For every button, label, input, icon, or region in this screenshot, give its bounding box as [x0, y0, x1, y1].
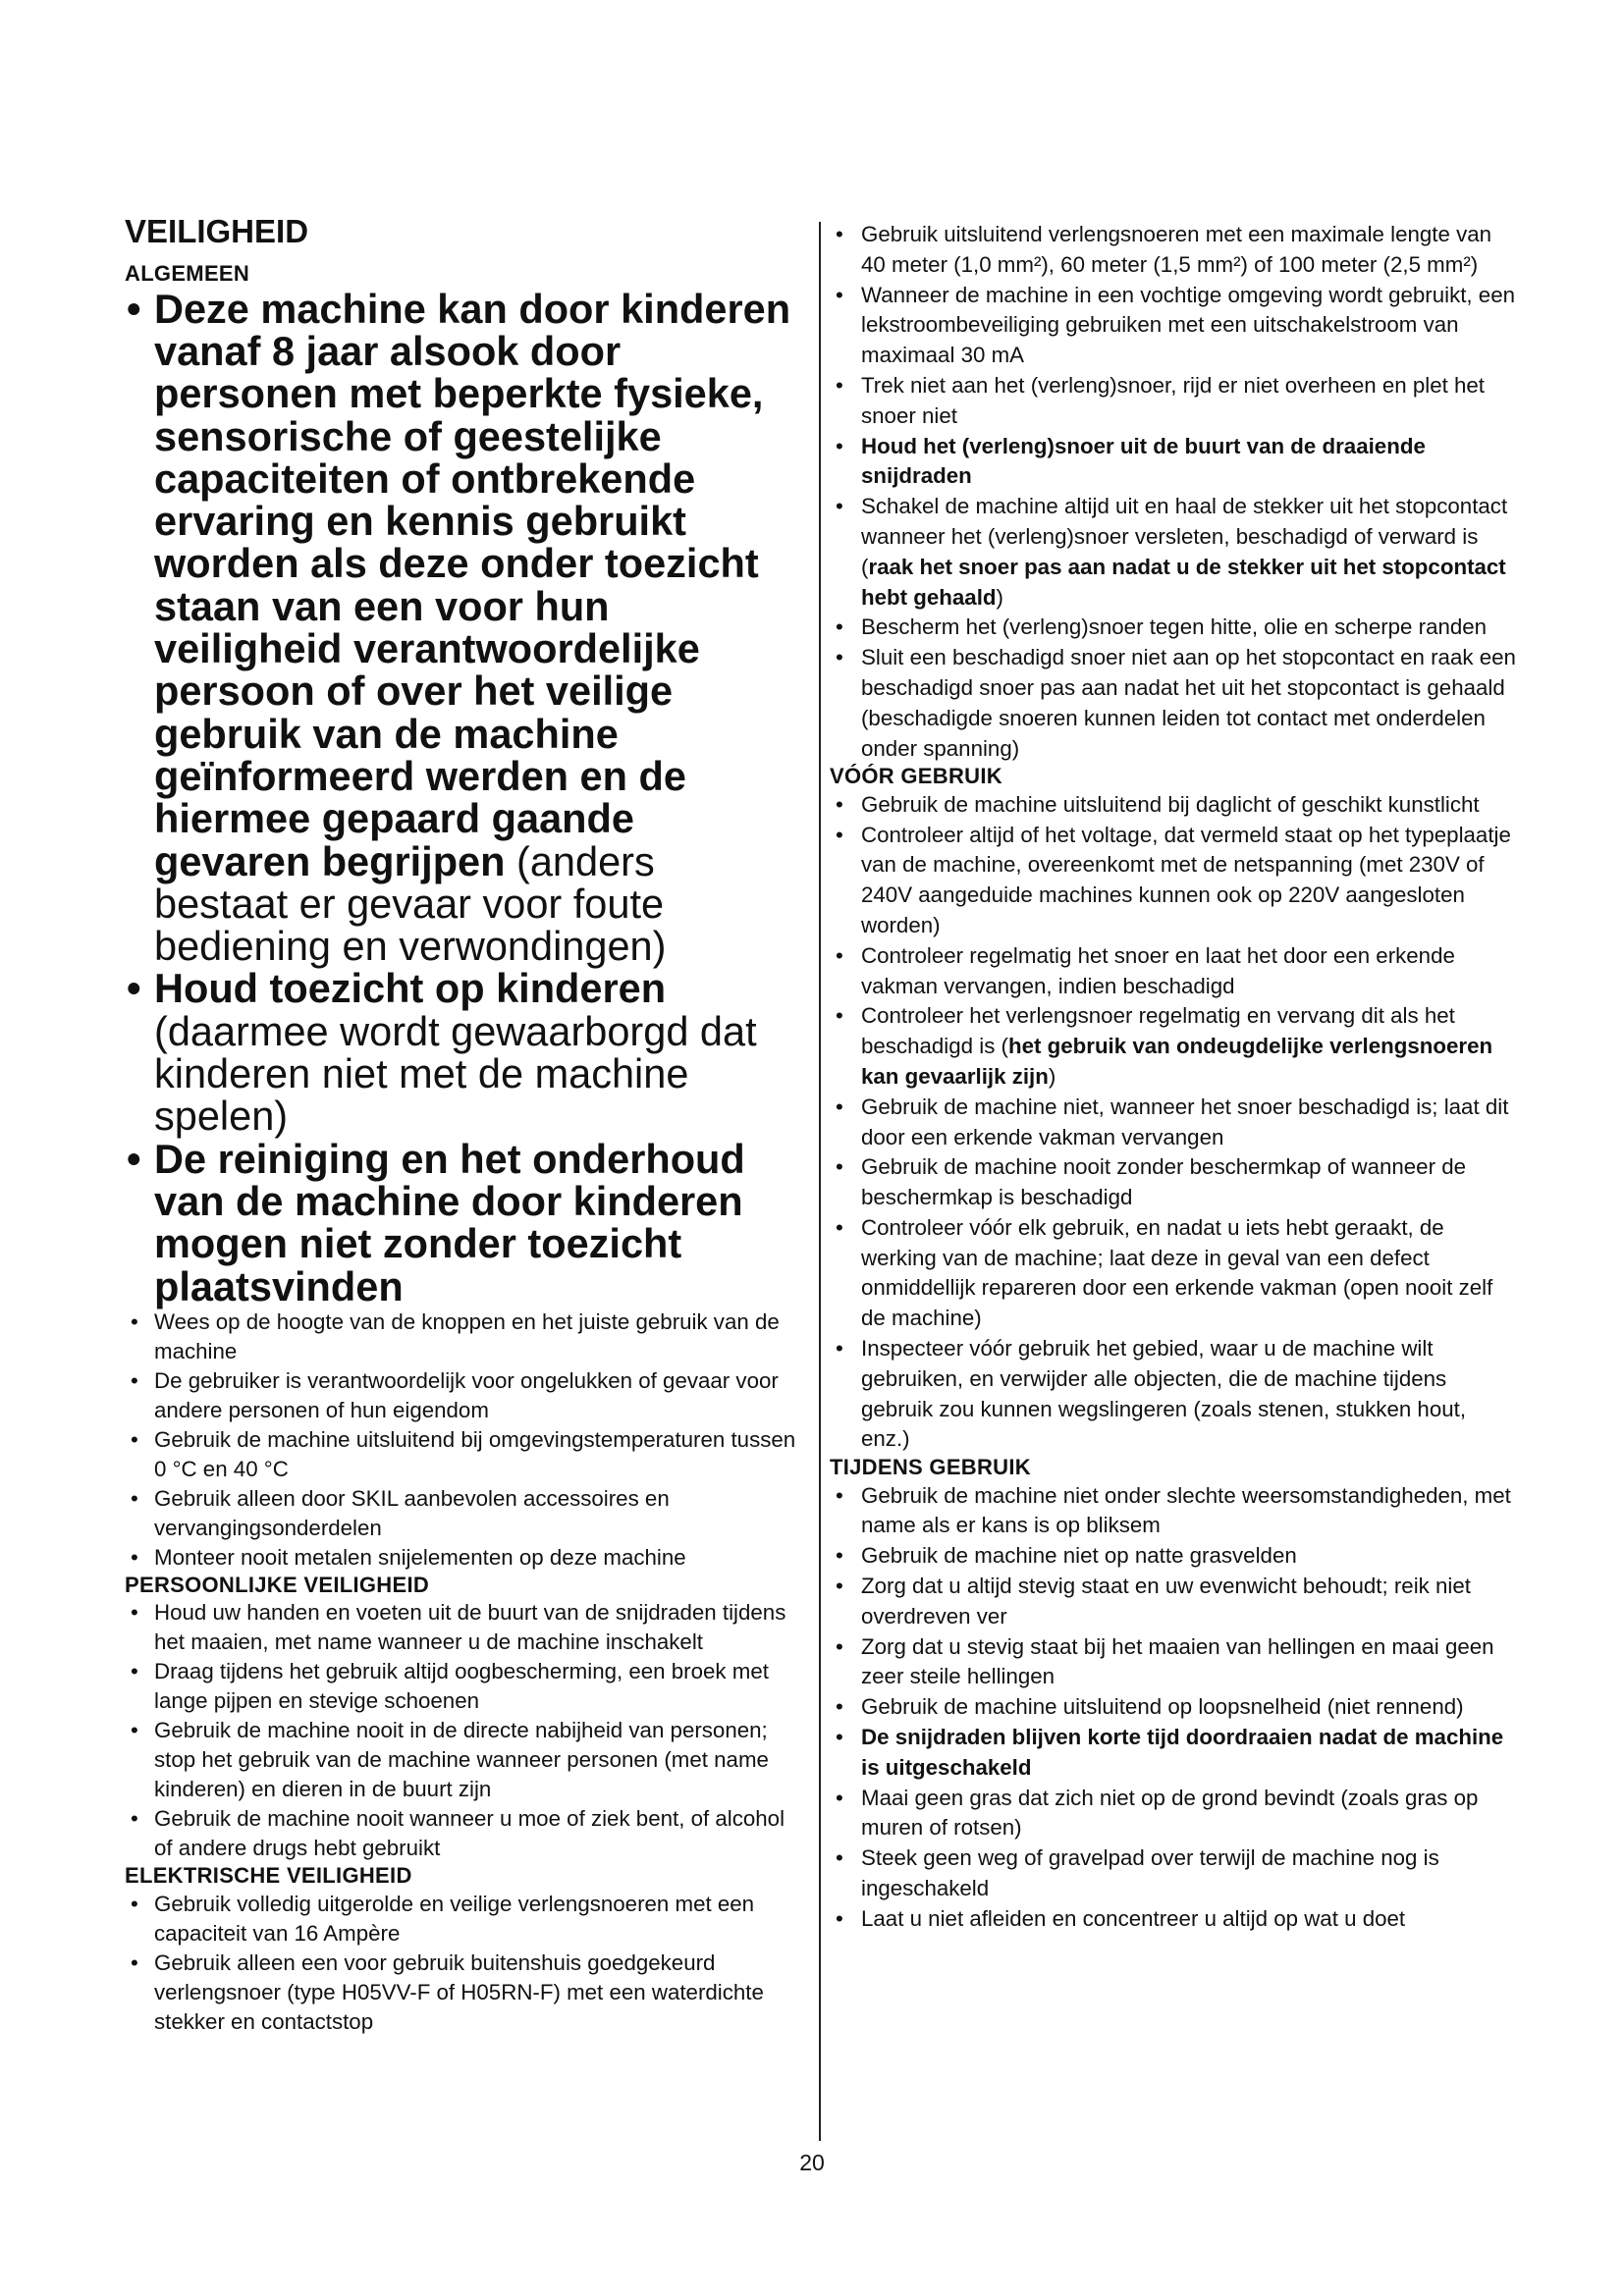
list-item: • Gebruik de machine niet op natte grasvelden	[830, 1541, 1517, 1572]
bold-text: raak het snoer pas aan nadat u de stekker uit het stopcontact hebt gehaald	[861, 554, 1506, 610]
list-item	[830, 1001, 1517, 1092]
list-item: • Inspecteer vóór gebruik het gebied, waar u de machine wilt gebruiken, en verwijder alle objecten, die de machine tijdens gebruik zou kunnen wegslingeren (zoals stenen, stukken hout, enz.)	[830, 1334, 1517, 1455]
page-number: 20	[799, 2150, 825, 2175]
list-item: • Wees op de hoogte van de knoppen en het juiste gebruik van de machine	[125, 1308, 798, 1366]
list-item	[830, 492, 1517, 613]
column-divider	[819, 222, 821, 2141]
list-item	[830, 1723, 1517, 1784]
list-item: • Houd uw handen en voeten uit de buurt van de snijdraden tijdens het maaien, met name wanneer u de machine inschakelt	[125, 1598, 798, 1657]
list-item: • Draag tijdens het gebruik altijd oogbescherming, een broek met lange pijpen en stevige schoenen	[125, 1657, 798, 1716]
list-item: • Gebruik de machine uitsluitend bij daglicht of geschikt kunstlicht	[830, 790, 1517, 821]
list-item: • Gebruik alleen door SKIL aanbevolen accessoires en vervangingsonderdelen	[125, 1484, 798, 1543]
list-item: • Gebruik de machine niet onder slechte weersomstandigheden, met name als er kans is op bliksem	[830, 1481, 1517, 1542]
persoonlijk-list	[125, 1598, 798, 1863]
item-text: Controleer het verlengsnoer regelmatig en vervang dit als het beschadigd is (	[861, 1003, 1455, 1059]
heading-persoonlijke-veiligheid: PERSOONLIJKE VEILIGHEID	[125, 1572, 430, 1597]
list-item: • Maai geen gras dat zich niet op de grond bevindt (zoals gras op muren of rotsen)	[830, 1784, 1517, 1844]
elektrisch-cont-list	[830, 220, 1517, 764]
heading-voor-gebruik: VÓÓR GEBRUIK	[830, 764, 1002, 789]
list-item: • Gebruik alleen een voor gebruik buitenshuis goedgekeurd verlengsnoer (type H05VV-F of H05RN-F) met een waterdichte stekker en contactstop	[125, 1949, 798, 2037]
page-title: VEILIGHEID	[125, 213, 309, 249]
list-item: • De gebruiker is verantwoordelijk voor ongelukken of gevaar voor andere personen of hun eigendom	[125, 1366, 798, 1425]
list-item: • Zorg dat u stevig staat bij het maaien van hellingen en maai geen zeer steile hellingen	[830, 1632, 1517, 1693]
list-item: • Trek niet aan het (verleng)snoer, rijd er niet overheen en plet het snoer niet	[830, 371, 1517, 432]
list-item: • Gebruik de machine nooit wanneer u moe of ziek bent, of alcohol of andere drugs hebt gebruikt	[125, 1804, 798, 1863]
bold-text: Houd het (verleng)snoer uit de buurt van de draaiende snijdraden	[861, 433, 1426, 489]
list-item: • Gebruik de machine uitsluitend op loopsnelheid (niet rennend)	[830, 1692, 1517, 1723]
list-item: • Gebruik volledig uitgerolde en veilige verlengsnoeren met een capaciteit van 16 Ampère	[125, 1890, 798, 1949]
list-item: • Gebruik de machine uitsluitend bij omgevingstemperaturen tussen 0 °C en 40 °C	[125, 1425, 798, 1484]
elektrisch-list	[125, 1890, 798, 2037]
algemeen-list	[125, 1308, 798, 1573]
item-text: Schakel de machine altijd uit en haal de stekker uit het stopcontact wanneer het (verleng)snoer versleten, beschadigd of verward is (	[861, 494, 1508, 579]
big-warning-normal: (daarmee wordt gewaarborgd dat kinderen niet met de machine spelen)	[154, 1007, 757, 1140]
heading-elektrische-veiligheid: ELEKTRISCHE VEILIGHEID	[125, 1863, 412, 1889]
bold-text: het gebruik van ondeugdelijke verlengsnoeren kan gevaarlijk zijn	[861, 1034, 1493, 1089]
list-item: • Zorg dat u altijd stevig staat en uw evenwicht behoudt; reik niet overdreven ver	[830, 1572, 1517, 1632]
big-warning-item	[125, 1135, 798, 1309]
list-item: • Controleer altijd of het voltage, dat vermeld staat op het typeplaatje van de machine, overeenkomt met de netspanning (met 230V of 240V aangeduide machines kunnen ook op 220V aangesloten worden)	[830, 821, 1517, 941]
list-item: • Steek geen weg of gravelpad over terwijl de machine nog is ingeschakeld	[830, 1843, 1517, 1904]
list-item: • Sluit een beschadigd snoer niet aan op het stopcontact en raak een beschadigd snoer pas aan nadat het uit het stopcontact is gehaald (beschadigde snoeren kunnen leiden tot contact met onderdelen onder spanning)	[830, 643, 1517, 764]
big-warning-list	[125, 285, 798, 1309]
right-column	[830, 220, 1517, 1935]
big-warning-bold: Houd toezicht op kinderen	[154, 965, 667, 1012]
list-item: • Controleer regelmatig het snoer en laat het door een erkende vakman vervangen, indien beschadigd	[830, 941, 1517, 1002]
big-warning-bold: Deze machine kan door kinderen vanaf 8 jaar alsook door personen met beperkte fysieke, sensorische of geestelijke capaciteiten of ontbrekende ervaring en kennis gebruikt worden als deze onder toezicht staan van een voor hun veiligheid verantwoordelijke persoon of over het veilige gebruik van de machine geïnformeerd werden en de hiermee gepaard gaande gevaren begrijpen	[154, 285, 791, 884]
big-warning-item	[125, 965, 798, 1140]
item-text-end: )	[996, 584, 1003, 610]
list-item: • Wanneer de machine in een vochtige omgeving wordt gebruikt, een lekstroombeveiliging gebruiken met een uitschakelstroom van maximaal 30 mA	[830, 281, 1517, 371]
list-item: • Controleer vóór elk gebruik, en nadat u iets hebt geraakt, de werking van de machine; laat deze in geval van een defect onmiddellijk repareren door een erkende vakman (open nooit zelf de machine)	[830, 1213, 1517, 1334]
voor-gebruik-list	[830, 790, 1517, 1456]
list-item: • Laat u niet afleiden en concentreer u altijd op wat u doet	[830, 1904, 1517, 1935]
big-warning-normal: (anders bestaat er gevaar voor foute bediening en verwondingen)	[154, 837, 667, 970]
list-item: • Gebruik de machine nooit in de directe nabijheid van personen; stop het gebruik van de machine wanneer personen (met name kinderen) en dieren in de buurt zijn	[125, 1716, 798, 1804]
list-item: • Gebruik de machine nooit zonder beschermkap of wanneer de beschermkap is beschadigd	[830, 1152, 1517, 1213]
left-column	[125, 214, 798, 2037]
big-warning-bold: De reiniging en het onderhoud van de machine door kinderen mogen niet zonder toezicht plaatsvinden	[154, 1135, 745, 1309]
big-warning-item	[125, 285, 798, 970]
heading-algemeen: ALGEMEEN	[125, 261, 250, 287]
item-text-end: )	[1048, 1063, 1056, 1089]
bold-text: De snijdraden blijven korte tijd doordraaien nadat de machine is uitgeschakeld	[861, 1725, 1504, 1780]
list-item: • Gebruik de machine niet, wanneer het snoer beschadigd is; laat dit door een erkende vakman vervangen	[830, 1093, 1517, 1153]
list-item: • Monteer nooit metalen snijelementen op deze machine	[125, 1543, 798, 1573]
tijdens-gebruik-list	[830, 1481, 1517, 1935]
list-item: • Bescherm het (verleng)snoer tegen hitte, olie en scherpe randen	[830, 613, 1517, 643]
list-item	[830, 432, 1517, 493]
heading-tijdens-gebruik: TIJDENS GEBRUIK	[830, 1455, 1031, 1480]
list-item: • Gebruik uitsluitend verlengsnoeren met een maximale lengte van 40 meter (1,0 mm²), 60 meter (1,5 mm²) of 100 meter (2,5 mm²)	[830, 220, 1517, 281]
